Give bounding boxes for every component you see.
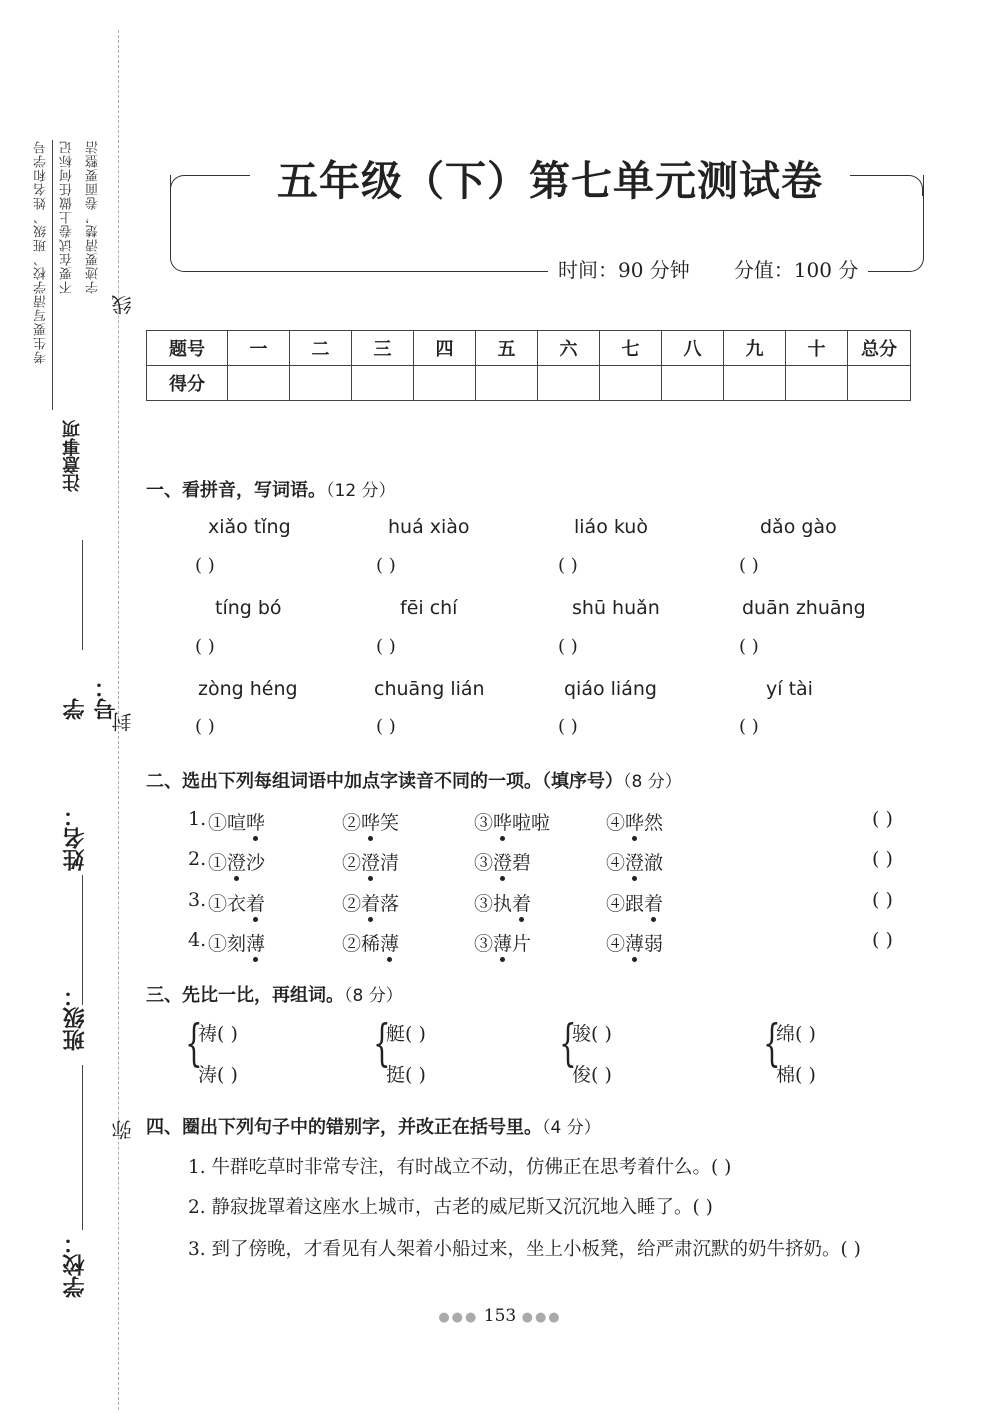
option-suffix: 清	[380, 852, 400, 874]
pinyin-item: dǎo gào	[760, 516, 837, 538]
score-table-score-row	[147, 366, 911, 401]
page-number-value: 153	[483, 1306, 517, 1326]
char: 棉	[776, 1064, 796, 1086]
pinyin-item: tíng bó	[215, 597, 282, 619]
dotted-char: 哗	[493, 812, 513, 834]
option-word	[474, 929, 531, 956]
answer-blank[interactable]: ( )	[558, 636, 578, 657]
pinyin-item: shū huǎn	[572, 597, 660, 619]
answer-blank[interactable]: ( )	[195, 716, 215, 737]
option-word	[474, 808, 550, 835]
title-frame-corner-left	[170, 175, 255, 196]
option-suffix: 片	[512, 933, 532, 955]
answer-blank[interactable]: ( )	[739, 636, 759, 657]
option-word	[208, 848, 265, 875]
exam-meta	[548, 254, 868, 283]
score-cell[interactable]	[538, 366, 600, 401]
question-number-label: 题号	[147, 331, 228, 366]
answer-blank[interactable]: ( )	[376, 555, 396, 576]
sentence-3[interactable]: 3. 到了傍晚，才看见有人架着小船过来，坐上小板凳，给严肃沉默的奶牛挤奶。( )	[188, 1239, 861, 1260]
answer-blank[interactable]: ( )	[591, 1023, 612, 1045]
score-table	[146, 330, 911, 401]
notice-divider	[52, 140, 53, 410]
answer-blank[interactable]: ( )	[376, 716, 396, 737]
dotted-char: 薄	[625, 933, 645, 955]
col-total: 总分	[848, 331, 911, 366]
section-3-points: （8 分）	[344, 986, 403, 1006]
option-prefix: ②	[342, 812, 362, 834]
option-word	[474, 889, 531, 916]
class-field[interactable]	[45, 960, 95, 1100]
time-limit: 时间：90 分钟	[558, 258, 690, 282]
pinyin-item: xiǎo tǐng	[208, 516, 291, 538]
pinyin-item: duān zhuāng	[742, 597, 866, 619]
cut-char-feng: 封	[111, 712, 135, 732]
pair-1-bottom	[198, 1060, 238, 1087]
score-cell[interactable]	[228, 366, 290, 401]
pinyin-item: yí tài	[766, 678, 813, 700]
dotted-char: 薄	[493, 933, 513, 955]
option-prefix: ①刻	[208, 933, 247, 955]
brace-icon: {	[185, 1014, 203, 1072]
answer-blank[interactable]: ( )	[405, 1064, 426, 1086]
option-prefix: ②	[342, 852, 362, 874]
char: 绵	[776, 1023, 796, 1045]
section-4-points: （4 分）	[542, 1118, 601, 1138]
answer-blank[interactable]: ( )	[558, 555, 578, 576]
option-suffix: 落	[380, 893, 400, 915]
answer-blank[interactable]: ( )	[872, 848, 893, 870]
answer-blank[interactable]: ( )	[217, 1023, 238, 1045]
option-word	[208, 929, 265, 956]
dotted-char: 着	[512, 893, 532, 915]
school-field[interactable]	[45, 1200, 95, 1300]
option-word	[606, 929, 663, 956]
student-id-field[interactable]	[45, 540, 119, 720]
option-word	[606, 808, 663, 835]
answer-blank[interactable]: ( )	[591, 1064, 612, 1086]
answer-blank[interactable]: ( )	[376, 636, 396, 657]
option-prefix: ①	[208, 852, 228, 874]
pair-4-top	[776, 1019, 816, 1046]
brace-icon: {	[559, 1014, 577, 1072]
notice-line-1: 考生要写清学校、班级、姓名和学号	[34, 140, 49, 364]
section-4-title	[146, 1113, 601, 1139]
col-6: 六	[538, 331, 600, 366]
section-4-heading: 四、圈出下列句子中的错别字，并改正在括号里。	[146, 1117, 542, 1138]
answer-blank[interactable]: ( )	[872, 808, 893, 830]
pinyin-item: fēi chí	[400, 597, 458, 619]
dotted-char: 薄	[246, 933, 266, 955]
option-prefix: ②	[342, 893, 362, 915]
char: 挺	[386, 1064, 406, 1086]
name-label: 姓名：	[62, 805, 88, 871]
col-7: 七	[600, 331, 662, 366]
col-9: 九	[724, 331, 786, 366]
student-id-label: 学号：	[62, 676, 119, 720]
answer-blank[interactable]: ( )	[795, 1023, 816, 1045]
option-word	[342, 848, 399, 875]
score-label: 得分	[147, 366, 228, 401]
question-number: 3.	[188, 889, 207, 911]
pinyin-item: huá xiào	[388, 516, 470, 538]
notice-line-2: 不要在试卷上做任何标记	[60, 140, 75, 294]
answer-blank[interactable]: ( )	[195, 636, 215, 657]
option-word	[474, 848, 531, 875]
score-cell[interactable]	[724, 366, 786, 401]
pinyin-item: chuāng lián	[374, 678, 485, 700]
dotted-char: 哗	[625, 812, 645, 834]
option-prefix: ③	[474, 933, 494, 955]
score-cell[interactable]	[786, 366, 848, 401]
brace-icon: {	[763, 1014, 781, 1072]
pinyin-item: liáo kuò	[574, 516, 648, 538]
dotted-char: 澄	[361, 852, 381, 874]
cut-char-xian: 线	[111, 295, 135, 315]
col-2: 二	[290, 331, 352, 366]
char: 俊	[572, 1064, 592, 1086]
answer-blank[interactable]: ( )	[872, 929, 893, 951]
question-number: 2.	[188, 848, 207, 870]
notice-box	[30, 140, 108, 410]
option-word	[606, 848, 663, 875]
notice-label: 注意事项	[62, 420, 83, 492]
option-prefix: ④跟	[606, 893, 645, 915]
option-suffix: 弱	[644, 933, 664, 955]
option-prefix: ③	[474, 812, 494, 834]
option-prefix: ④	[606, 933, 626, 955]
score-cell[interactable]	[600, 366, 662, 401]
pair-2-top	[386, 1019, 426, 1046]
section-2-points: （8 分）	[623, 772, 682, 792]
name-field[interactable]	[45, 745, 95, 895]
option-prefix: ③执	[474, 893, 513, 915]
dotted-char: 澄	[227, 852, 247, 874]
score-cell[interactable]	[414, 366, 476, 401]
dotted-char: 着	[246, 893, 266, 915]
pair-4-bottom	[776, 1060, 816, 1087]
pair-3-bottom	[572, 1060, 612, 1087]
col-3: 三	[352, 331, 414, 366]
option-word	[208, 889, 265, 916]
option-suffix: 碧	[512, 852, 532, 874]
char: 涛	[198, 1064, 218, 1086]
option-word	[342, 889, 399, 916]
answer-blank[interactable]: ( )	[739, 716, 759, 737]
answer-blank[interactable]: ( )	[872, 889, 893, 911]
sentence-2[interactable]: 2. 静寂拢罩着这座水上城市，古老的威尼斯又沉沉地入睡了。( )	[188, 1197, 713, 1218]
option-word	[342, 929, 399, 956]
option-suffix: 澈	[644, 852, 664, 874]
col-8: 八	[662, 331, 724, 366]
pair-3-top	[572, 1019, 612, 1046]
col-4: 四	[414, 331, 476, 366]
school-label: 学校：	[62, 1232, 88, 1298]
dotted-char: 哗	[361, 812, 381, 834]
question-number: 4.	[188, 929, 207, 951]
dots-right-icon: ●●●	[521, 1310, 562, 1325]
section-2-title	[146, 767, 682, 793]
dots-left-icon: ●●●	[438, 1310, 479, 1325]
score-table-header-row	[147, 331, 911, 366]
score-cell[interactable]	[476, 366, 538, 401]
col-10: 十	[786, 331, 848, 366]
option-word	[606, 889, 663, 916]
col-1: 一	[228, 331, 290, 366]
pair-1-top	[198, 1019, 238, 1046]
score-cell[interactable]	[352, 366, 414, 401]
total-score: 分值：100 分	[733, 258, 859, 282]
option-prefix: ①衣	[208, 893, 247, 915]
answer-blank[interactable]: ( )	[739, 555, 759, 576]
section-1-heading: 一、看拼音，写词语。	[146, 480, 326, 501]
dotted-char: 薄	[380, 933, 400, 955]
dotted-char: 着	[644, 893, 664, 915]
section-2-heading: 二、选出下列每组词语中加点字读音不同的一项。（填序号）	[146, 771, 623, 792]
answer-blank[interactable]: ( )	[795, 1064, 816, 1086]
option-prefix: ②稀	[342, 933, 381, 955]
char: 艇	[386, 1023, 406, 1045]
answer-blank[interactable]: ( )	[217, 1064, 238, 1086]
option-word	[342, 808, 399, 835]
section-3-heading: 三、先比一比，再组词。	[146, 985, 344, 1006]
student-id-line[interactable]	[82, 540, 83, 650]
pinyin-item: qiáo liáng	[564, 678, 657, 700]
col-5: 五	[476, 331, 538, 366]
option-prefix: ①喧	[208, 812, 247, 834]
dotted-char: 着	[361, 893, 381, 915]
answer-blank[interactable]: ( )	[195, 555, 215, 576]
char: 骏	[572, 1023, 592, 1045]
section-1-title	[146, 476, 396, 502]
pinyin-item: zòng héng	[198, 678, 298, 700]
answer-blank[interactable]: ( )	[558, 716, 578, 737]
option-prefix: ③	[474, 852, 494, 874]
class-label: 班级：	[62, 985, 88, 1051]
brace-icon: {	[373, 1014, 391, 1072]
section-1-points: （12 分）	[326, 481, 396, 501]
question-number: 1.	[188, 808, 207, 830]
sentence-1[interactable]: 1. 牛群吃草时非常专注，有时战立不动，仿佛正在思考着什么。( )	[188, 1157, 732, 1178]
cut-char-mi: 弥	[111, 1120, 135, 1140]
score-cell[interactable]	[662, 366, 724, 401]
notice-line-3: 字迹要清楚，卷面要整洁	[86, 140, 101, 294]
char: 祷	[198, 1023, 218, 1045]
score-cell-total[interactable]	[848, 366, 911, 401]
dotted-char: 哗	[246, 812, 266, 834]
option-prefix: ④	[606, 812, 626, 834]
dotted-char: 澄	[625, 852, 645, 874]
option-word	[208, 808, 265, 835]
option-suffix: 然	[644, 812, 664, 834]
option-prefix: ④	[606, 852, 626, 874]
option-suffix: 沙	[246, 852, 266, 874]
dotted-char: 澄	[493, 852, 513, 874]
section-3-title	[146, 981, 403, 1007]
pair-2-bottom	[386, 1060, 426, 1087]
score-cell[interactable]	[290, 366, 352, 401]
title-frame-corner-right	[840, 175, 923, 196]
answer-blank[interactable]: ( )	[405, 1023, 426, 1045]
option-suffix: 笑	[380, 812, 400, 834]
page-title: 五年级（下）第七单元测试卷	[250, 148, 850, 207]
option-suffix: 啦啦	[512, 812, 551, 834]
page-number	[0, 1306, 1000, 1326]
